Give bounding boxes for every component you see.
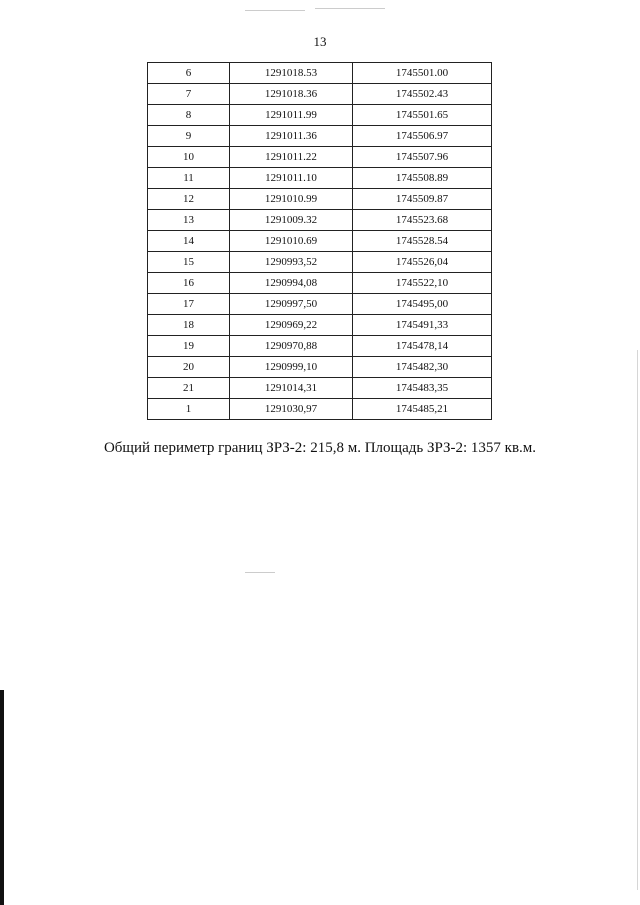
y-coordinate-cell: 1745483,35 xyxy=(353,378,492,399)
x-coordinate-cell: 1291009.32 xyxy=(230,210,353,231)
y-coordinate-cell: 1745502.43 xyxy=(353,84,492,105)
x-coordinate-cell: 1291011.99 xyxy=(230,105,353,126)
point-number-cell: 10 xyxy=(148,147,230,168)
table-row xyxy=(148,378,492,399)
y-coordinate-cell: 1745526,04 xyxy=(353,252,492,273)
x-coordinate-cell: 1291030,97 xyxy=(230,399,353,420)
table-row xyxy=(148,189,492,210)
point-number-cell: 18 xyxy=(148,315,230,336)
table-row xyxy=(148,147,492,168)
point-number-cell: 19 xyxy=(148,336,230,357)
y-coordinate-cell: 1745501.00 xyxy=(353,63,492,84)
point-number-cell: 9 xyxy=(148,126,230,147)
y-coordinate-cell: 1745506.97 xyxy=(353,126,492,147)
table-row xyxy=(148,84,492,105)
x-coordinate-cell: 1291011.36 xyxy=(230,126,353,147)
x-coordinate-cell: 1291010.69 xyxy=(230,231,353,252)
x-coordinate-cell: 1291018.53 xyxy=(230,63,353,84)
y-coordinate-cell: 1745478,14 xyxy=(353,336,492,357)
point-number-cell: 20 xyxy=(148,357,230,378)
table-row xyxy=(148,126,492,147)
x-coordinate-cell: 1290970,88 xyxy=(230,336,353,357)
y-coordinate-cell: 1745501.65 xyxy=(353,105,492,126)
point-number-cell: 11 xyxy=(148,168,230,189)
table-row xyxy=(148,105,492,126)
table-row xyxy=(148,357,492,378)
table-row xyxy=(148,168,492,189)
table-row xyxy=(148,210,492,231)
y-coordinate-cell: 1745523.68 xyxy=(353,210,492,231)
scan-edge-left xyxy=(0,690,4,905)
x-coordinate-cell: 1290969,22 xyxy=(230,315,353,336)
table-row xyxy=(148,336,492,357)
point-number-cell: 15 xyxy=(148,252,230,273)
y-coordinate-cell: 1745485,21 xyxy=(353,399,492,420)
x-coordinate-cell: 1291011.10 xyxy=(230,168,353,189)
x-coordinate-cell: 1290993,52 xyxy=(230,252,353,273)
x-coordinate-cell: 1290997,50 xyxy=(230,294,353,315)
y-coordinate-cell: 1745509.87 xyxy=(353,189,492,210)
point-number-cell: 14 xyxy=(148,231,230,252)
point-number-cell: 13 xyxy=(148,210,230,231)
point-number-cell: 16 xyxy=(148,273,230,294)
y-coordinate-cell: 1745528.54 xyxy=(353,231,492,252)
y-coordinate-cell: 1745491,33 xyxy=(353,315,492,336)
point-number-cell: 1 xyxy=(148,399,230,420)
table-row xyxy=(148,252,492,273)
coordinates-table-body xyxy=(148,63,492,420)
table-row xyxy=(148,315,492,336)
perimeter-area-summary: Общий периметр границ ЗРЗ-2: 215,8 м. Площадь ЗРЗ-2: 1357 кв.м. xyxy=(103,440,537,456)
table-row xyxy=(148,399,492,420)
x-coordinate-cell: 1290994,08 xyxy=(230,273,353,294)
coordinates-table xyxy=(147,62,492,420)
y-coordinate-cell: 1745495,00 xyxy=(353,294,492,315)
point-number-cell: 21 xyxy=(148,378,230,399)
y-coordinate-cell: 1745522,10 xyxy=(353,273,492,294)
y-coordinate-cell: 1745507.96 xyxy=(353,147,492,168)
x-coordinate-cell: 1291014,31 xyxy=(230,378,353,399)
table-row xyxy=(148,294,492,315)
y-coordinate-cell: 1745482,30 xyxy=(353,357,492,378)
table-row xyxy=(148,63,492,84)
x-coordinate-cell: 1291018.36 xyxy=(230,84,353,105)
table-row xyxy=(148,273,492,294)
point-number-cell: 7 xyxy=(148,84,230,105)
point-number-cell: 8 xyxy=(148,105,230,126)
x-coordinate-cell: 1291010.99 xyxy=(230,189,353,210)
y-coordinate-cell: 1745508.89 xyxy=(353,168,492,189)
table-row xyxy=(148,231,492,252)
page-number: 13 xyxy=(313,34,327,49)
point-number-cell: 17 xyxy=(148,294,230,315)
point-number-cell: 6 xyxy=(148,63,230,84)
scan-edge-right xyxy=(637,350,638,890)
x-coordinate-cell: 1291011.22 xyxy=(230,147,353,168)
x-coordinate-cell: 1290999,10 xyxy=(230,357,353,378)
point-number-cell: 12 xyxy=(148,189,230,210)
